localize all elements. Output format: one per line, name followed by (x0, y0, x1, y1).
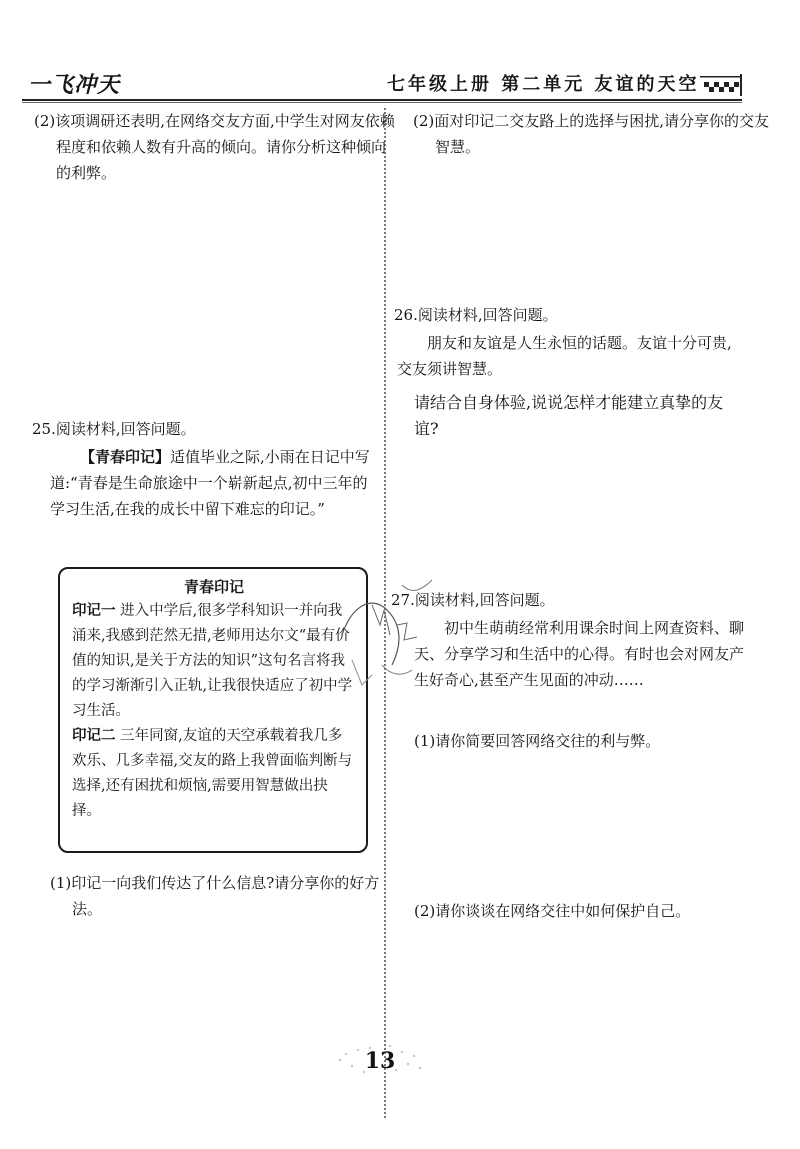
memory-one-text: 进入中学后,很多学科知识一并向我涌来,我感到茫然无措,老师用达尔文“最有价值的知识,是关于方法的知识”这句名言将我的学习渐渐引入正轨,让我很快适应了初中学习生活。 (72, 603, 353, 719)
memory-two (72, 724, 356, 824)
question-27-material: 初中生萌萌经常利用课余时间上网查资料、聊天、分享学习和生活中的心得。有时也会对网友产生好奇心,甚至产生见面的冲动…… (414, 619, 745, 689)
page-number: 13 (364, 1048, 396, 1074)
question-26-prompt: 请结合自身体验,说说怎样才能建立真挚的友谊? (414, 393, 724, 438)
brand-logo-text: 一飞冲天 (28, 72, 121, 98)
question-25-part-2: (2)面对印记二交友路上的选择与困扰,请分享你的交友智慧。 (413, 112, 770, 156)
memory-two-label: 印记二 (72, 728, 116, 744)
memory-two-text: 三年同窗,友谊的天空承载着我几多欢乐、几多幸福,交友的路上我曾面临判断与选择,还有困扰和烦恼,需要用智慧做出抉择。 (72, 728, 353, 819)
material-lead-label: 【青春印记】 (80, 448, 171, 466)
question-24-part-2: (2)该项调研还表明,在网络交友方面,中学生对网友依赖程度和依赖人数有升高的倾向。请你分析这种倾向的利弊。 (34, 112, 395, 182)
question-25-material (50, 444, 380, 522)
memory-one (72, 599, 356, 724)
box-title: 青春印记 (183, 578, 244, 596)
question-26-material: 朋友和友谊是人生永恒的话题。友谊十分可贵,交友须讲智慧。 (397, 334, 732, 378)
question-25-part-1: (1)印记一向我们传达了什么信息?请分享你的好方法。 (50, 874, 380, 918)
question-25-heading: 25.阅读材料,回答问题。 (32, 420, 196, 438)
youth-memory-box (58, 567, 368, 853)
handwritten-scribble (332, 565, 442, 715)
header-title: 七年级上册 第二单元 友谊的天空 (387, 74, 700, 95)
question-27-heading: 27.阅读材料,回答问题。 (391, 591, 555, 609)
question-26-heading: 26.阅读材料,回答问题。 (394, 306, 558, 324)
question-27-part-2: (2)请你谈谈在网络交往中如何保护自己。 (414, 902, 691, 920)
header-rule-thin (22, 102, 742, 103)
checker-decoration-icon (700, 72, 742, 98)
question-27-part-1: (1)请你简要回答网络交往的利与弊。 (414, 732, 661, 750)
memory-one-label: 印记一 (72, 603, 116, 619)
material-text: 适值毕业之际,小雨在日记中写道:“青春是生命旅途中一个崭新起点,初中三年的学习生活,在我的成长中留下难忘的印记。” (50, 448, 370, 518)
header-rule (22, 99, 742, 101)
